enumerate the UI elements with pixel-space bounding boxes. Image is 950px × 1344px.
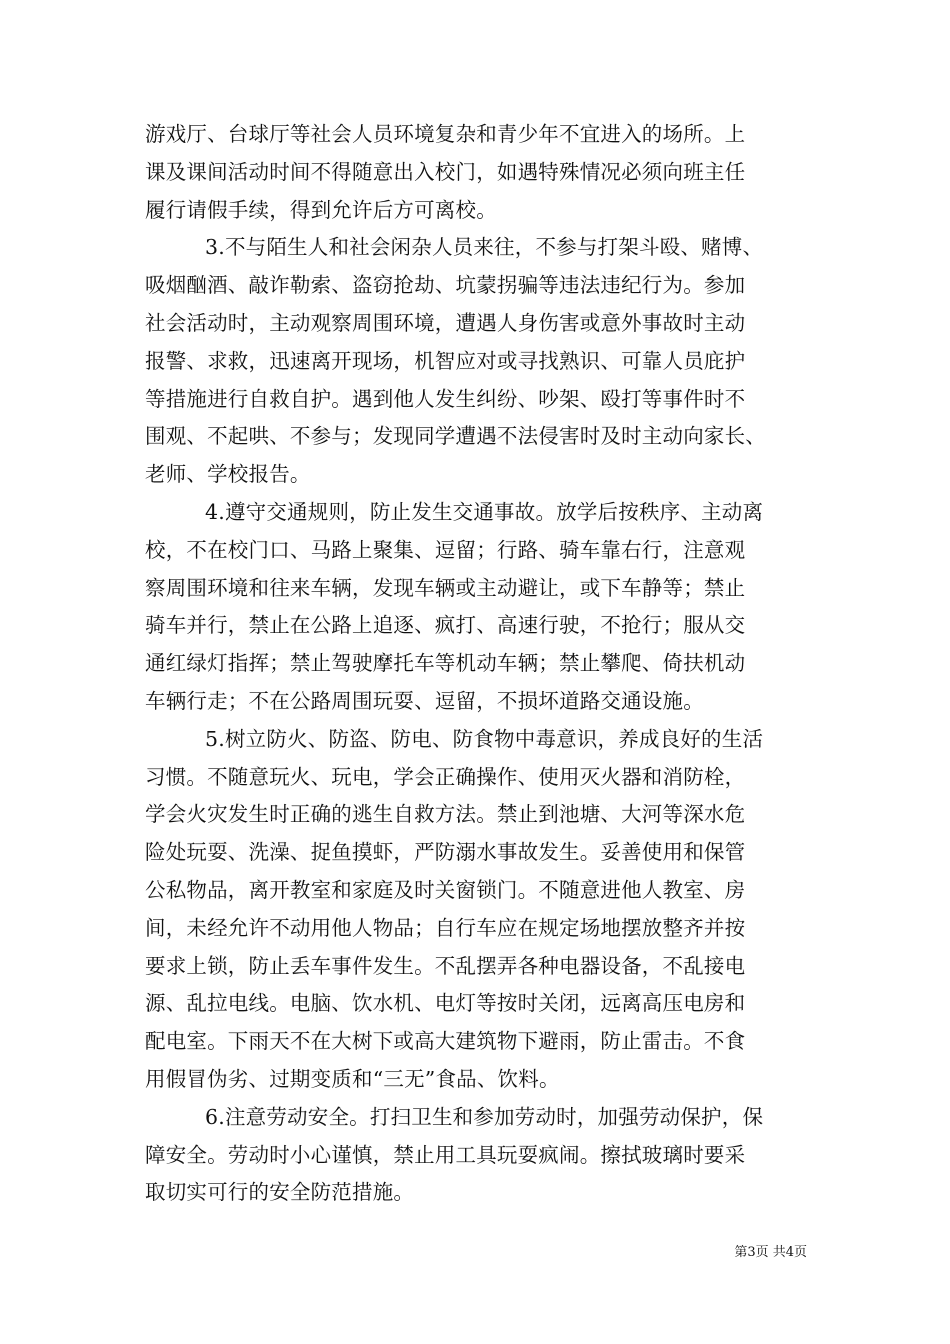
paragraph-4-start: 4.遵守交通规则，防止发生交通事故。放学后按秩序、主动离	[205, 499, 764, 524]
text-line: 车辆行走；不在公路周围玩耍、逗留，不损坏道路交通设施。	[145, 688, 704, 713]
text-line: 要求上锁，防止丢车事件发生。不乱摆弄各种电器设备，不乱接电	[145, 953, 746, 978]
text-line: 间，未经允许不动用他人物品；自行车应在规定场地摆放整齐并按	[145, 915, 746, 940]
text-line: 社会活动时，主动观察周围环境，遭遇人身伤害或意外事故时主动	[145, 310, 746, 335]
paragraph-6-start: 6.注意劳动安全。打扫卫生和参加劳动时，加强劳动保护，保	[205, 1104, 764, 1129]
text-line: 用假冒伪劣、过期变质和“三无”食品、饮料。	[145, 1066, 560, 1091]
text-line: 校，不在校门口、马路上聚集、逗留；行路、骑车靠右行，注意观	[145, 537, 746, 562]
text-line: 骑车并行，禁止在公路上追逐、疯打、高速行驶，不抢行；服从交	[145, 613, 746, 638]
text-line: 报警、求救，迅速离开现场，机智应对或寻找熟识、可靠人员庇护	[145, 348, 746, 373]
text-line: 公私物品，离开教室和家庭及时关窗锁门。不随意进他人教室、房	[145, 877, 746, 902]
text-line: 老师、学校报告。	[145, 462, 311, 487]
text-line: 障安全。劳动时小心谨慎，禁止用工具玩耍疯闹。擦拭玻璃时要采	[145, 1142, 746, 1167]
document-body	[145, 116, 810, 1212]
text-line: 课及课间活动时间不得随意出入校门，如遇特殊情况必须向班主任	[145, 159, 746, 184]
text-line: 围观、不起哄、不参与；发现同学遭遇不法侵害时及时主动向家长、	[145, 424, 766, 449]
text-line: 源、乱拉电线。电脑、饮水机、电灯等按时关闭，远离高压电房和	[145, 991, 746, 1016]
text-line: 吸烟酗酒、敲诈勒索、盗窃抢劫、坑蒙拐骗等违法违纪行为。参加	[145, 273, 746, 298]
text-line: 等措施进行自救自护。遇到他人发生纠纷、吵架、殴打等事件时不	[145, 386, 746, 411]
text-line: 险处玩耍、洗澡、捉鱼摸虾，严防溺水事故发生。妥善使用和保管	[145, 840, 746, 865]
paragraph-5-start: 5.树立防火、防盗、防电、防食物中毒意识，养成良好的生活	[205, 726, 764, 751]
text-line: 取切实可行的安全防范措施。	[145, 1180, 415, 1205]
text-line: 察周围环境和往来车辆，发现车辆或主动避让，或下车静等；禁止	[145, 575, 746, 600]
text-line: 配电室。下雨天不在大树下或高大建筑物下避雨，防止雷击。不食	[145, 1029, 746, 1054]
text-line: 学会火灾发生时正确的逃生自救方法。禁止到池塘、大河等深水危	[145, 802, 746, 827]
text-line: 通红绿灯指挥；禁止驾驶摩托车等机动车辆；禁止攀爬、倚扶机动	[145, 651, 746, 676]
text-line: 习惯。不随意玩火、玩电，学会正确操作、使用灭火器和消防栓，	[145, 764, 746, 789]
text-line: 履行请假手续，得到允许后方可离校。	[145, 197, 497, 222]
paragraph-3-start: 3.不与陌生人和社会闲杂人员来往，不参与打架斗殴、赌博、	[205, 235, 764, 260]
page-number-footer: 第3页 共4页	[734, 1245, 807, 1260]
text-line: 游戏厅、台球厅等社会人员环境复杂和青少年不宜进入的场所。上	[145, 122, 746, 146]
